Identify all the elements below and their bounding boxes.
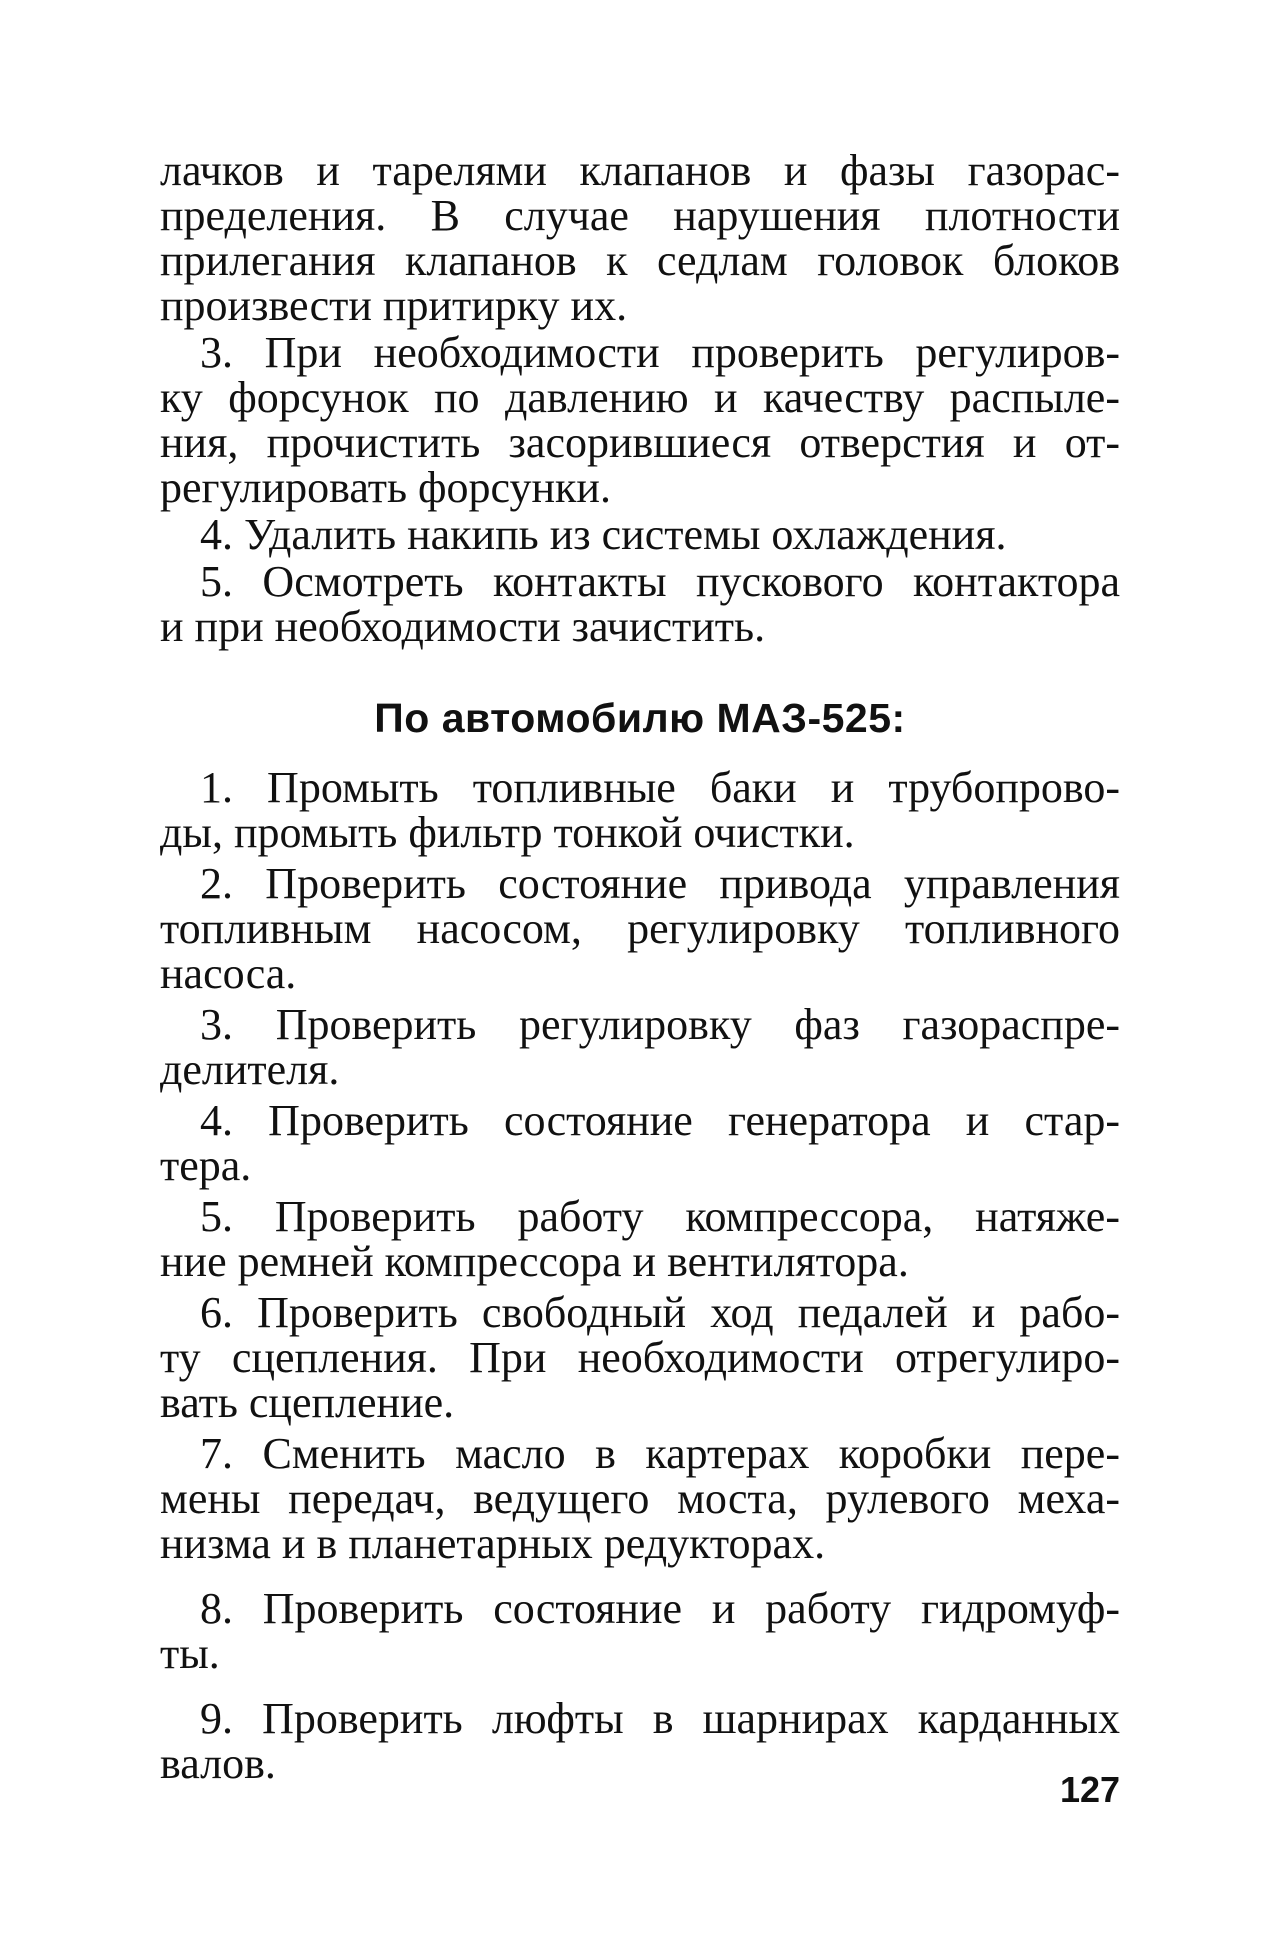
- text-line: ние ремней компрессора и вентилятора.: [160, 1237, 909, 1286]
- text-line: 3. Проверить регулировку фаз газораспре-: [200, 1000, 1120, 1049]
- text-line: ния, прочистить засорившиеся отверстия и от-: [160, 418, 1120, 467]
- text-line: ту сцепления. При необходимости отрегулиро-: [160, 1333, 1120, 1382]
- text-line: произвести притирку их.: [160, 281, 628, 330]
- text-line: 5. Проверить работу компрессора, натяже-: [200, 1192, 1120, 1241]
- text-line: валов.: [160, 1739, 276, 1788]
- text-line: низма и в планетарных редукторах.: [160, 1519, 826, 1568]
- list-item-4-engine: [160, 512, 1120, 557]
- list-item-3-engine: [160, 330, 1120, 510]
- text-line: ты.: [160, 1629, 220, 1678]
- intro-paragraph: [160, 148, 1120, 328]
- text-line: 4. Удалить накипь из системы охлаждения.: [200, 510, 1007, 559]
- book-page: [160, 148, 1120, 1786]
- text-line: топливным насосом, регулировку топливного: [160, 904, 1120, 953]
- text-line: мены передач, ведущего моста, рулевого меха-: [160, 1474, 1120, 1523]
- list-item-3-maz: [160, 1002, 1120, 1092]
- text-line: лачков и тарелями клапанов и фазы газорас-: [160, 146, 1120, 195]
- text-line: насоса.: [160, 949, 297, 998]
- text-line: 8. Проверить состояние и работу гидромуф-: [200, 1584, 1120, 1633]
- section-heading: По автомобилю МАЗ-525:: [374, 695, 906, 741]
- text-line: 6. Проверить свободный ход педалей и рабо-: [200, 1288, 1120, 1337]
- text-line: 4. Проверить состояние генератора и стар-: [200, 1096, 1120, 1145]
- text-line: ку форсунок по давлению и качеству распыле-: [160, 373, 1120, 422]
- list-item-4-maz: [160, 1098, 1120, 1188]
- text-line: 1. Промыть топливные баки и трубопрово-: [200, 763, 1120, 812]
- list-item-8-maz: [160, 1586, 1120, 1676]
- page-number: 127: [1060, 1769, 1121, 1810]
- text-line: вать сцепление.: [160, 1378, 455, 1427]
- text-line: пределения. В случае нарушения плотности: [160, 191, 1120, 240]
- list-item-5-maz: [160, 1194, 1120, 1284]
- text-line: ды, промыть фильтр тонкой очистки.: [160, 808, 855, 857]
- text-line: прилегания клапанов к седлам головок блоков: [160, 236, 1120, 285]
- text-line: тера.: [160, 1141, 252, 1190]
- text-line: 3. При необходимости проверить регулиров-: [200, 328, 1120, 377]
- text-line: 9. Проверить люфты в шарнирах карданных: [200, 1694, 1120, 1743]
- list-item-1-maz: [160, 765, 1120, 855]
- text-line: делителя.: [160, 1045, 340, 1094]
- list-item-2-maz: [160, 861, 1120, 996]
- list-item-9-maz: [160, 1696, 1120, 1786]
- list-item-6-maz: [160, 1290, 1120, 1425]
- text-line: и при необходимости зачистить.: [160, 602, 766, 651]
- list-item-5-engine: [160, 559, 1120, 649]
- text-line: 5. Осмотреть контакты пускового контактора: [200, 557, 1120, 606]
- text-line: регулировать форсунки.: [160, 463, 611, 512]
- list-item-7-maz: [160, 1431, 1120, 1566]
- text-line: 2. Проверить состояние привода управления: [200, 859, 1120, 908]
- text-line: 7. Сменить масло в картерах коробки пере-: [200, 1429, 1120, 1478]
